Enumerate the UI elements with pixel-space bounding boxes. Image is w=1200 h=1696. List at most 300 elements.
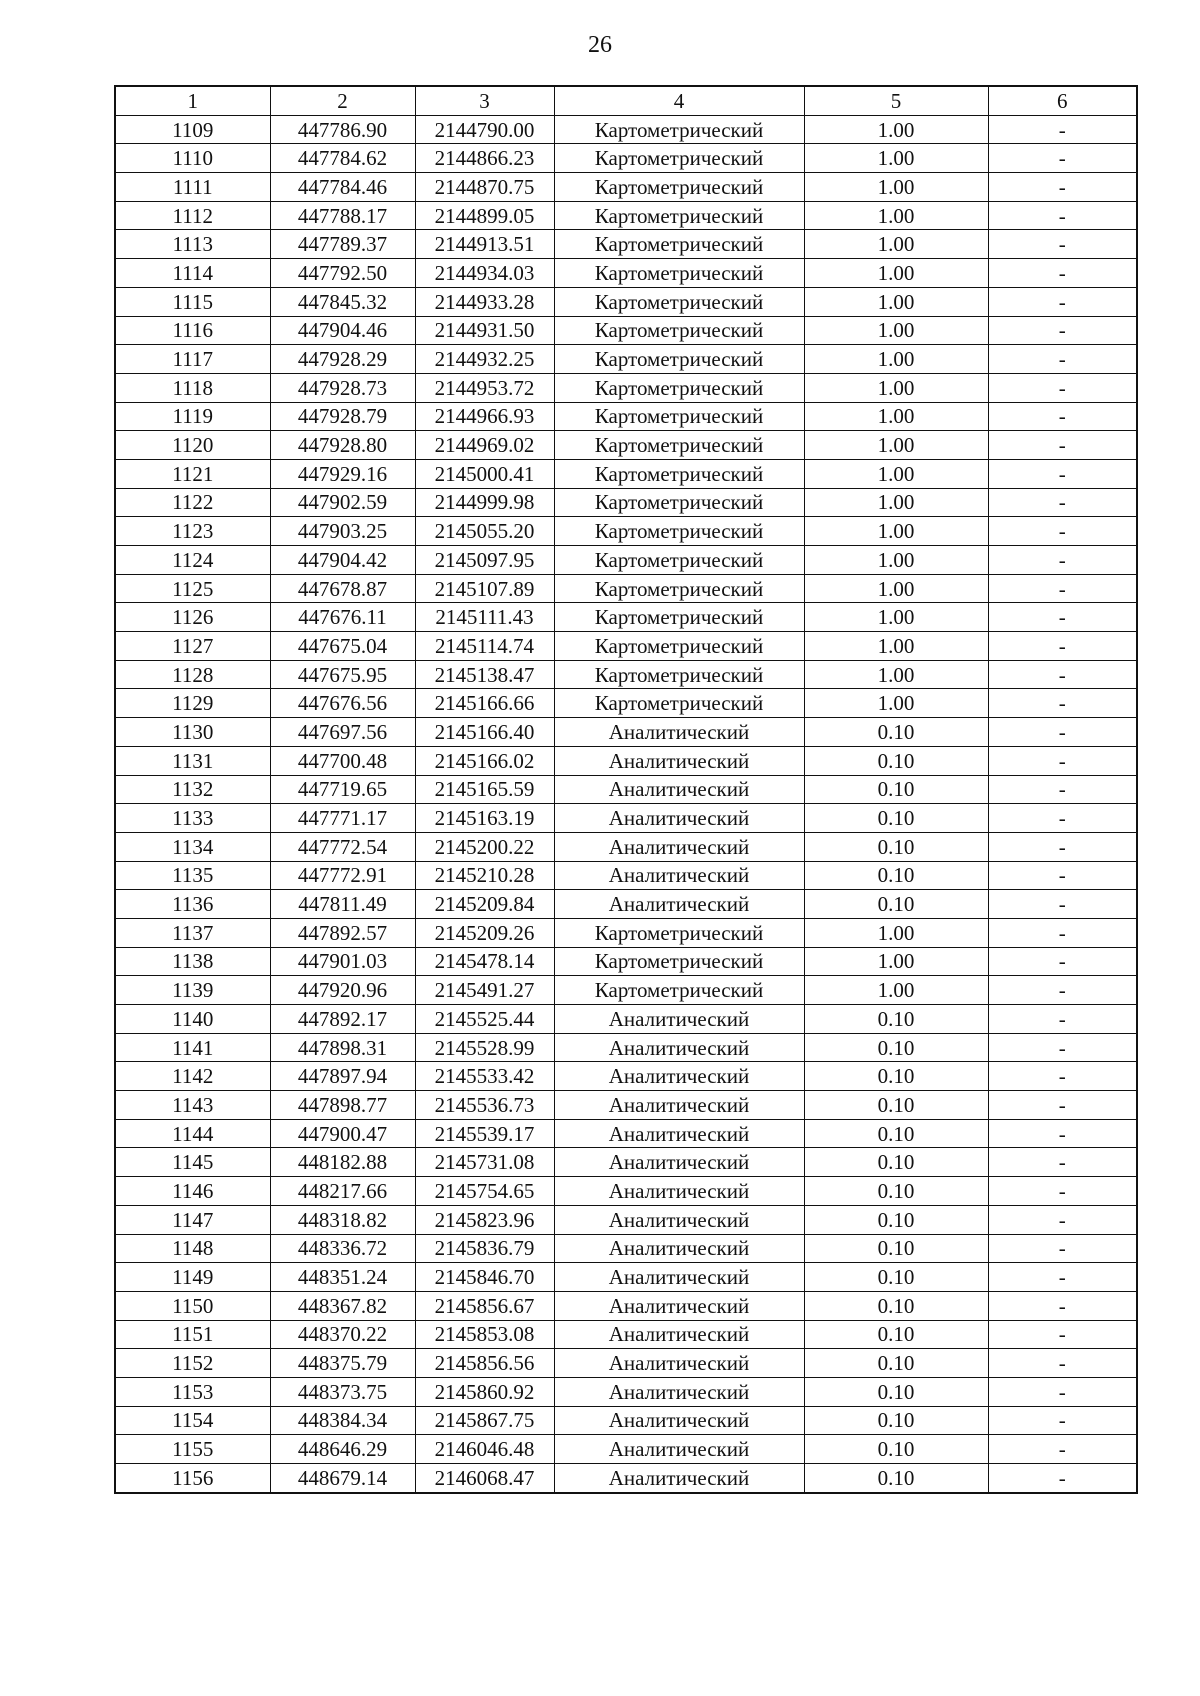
point-number-cell: 1137	[115, 918, 270, 947]
accuracy-cell: 1.00	[804, 689, 988, 718]
y-coordinate-cell: 2146046.48	[415, 1435, 554, 1464]
note-cell: -	[988, 488, 1137, 517]
note-cell: -	[988, 976, 1137, 1005]
method-cell: Аналитический	[554, 1464, 804, 1493]
accuracy-cell: 0.10	[804, 1148, 988, 1177]
accuracy-cell: 1.00	[804, 660, 988, 689]
y-coordinate-cell: 2145525.44	[415, 1005, 554, 1034]
x-coordinate-cell: 448384.34	[270, 1406, 415, 1435]
point-number-cell: 1122	[115, 488, 270, 517]
note-cell: -	[988, 431, 1137, 460]
point-number-cell: 1110	[115, 144, 270, 173]
table-row	[115, 144, 1137, 173]
table-header	[115, 86, 1137, 115]
point-number-cell: 1121	[115, 459, 270, 488]
y-coordinate-cell: 2145533.42	[415, 1062, 554, 1091]
point-number-cell: 1134	[115, 832, 270, 861]
point-number-cell: 1149	[115, 1263, 270, 1292]
y-coordinate-cell: 2145867.75	[415, 1406, 554, 1435]
note-cell: -	[988, 373, 1137, 402]
table-row	[115, 488, 1137, 517]
x-coordinate-cell: 448367.82	[270, 1291, 415, 1320]
method-cell: Аналитический	[554, 746, 804, 775]
column-header: 5	[804, 86, 988, 115]
point-number-cell: 1127	[115, 632, 270, 661]
y-coordinate-cell: 2145836.79	[415, 1234, 554, 1263]
note-cell: -	[988, 632, 1137, 661]
y-coordinate-cell: 2145165.59	[415, 775, 554, 804]
accuracy-cell: 1.00	[804, 431, 988, 460]
point-number-cell: 1109	[115, 115, 270, 144]
point-number-cell: 1133	[115, 804, 270, 833]
y-coordinate-cell: 2145107.89	[415, 574, 554, 603]
method-cell: Аналитический	[554, 890, 804, 919]
point-number-cell: 1120	[115, 431, 270, 460]
column-header: 6	[988, 86, 1137, 115]
point-number-cell: 1126	[115, 603, 270, 632]
x-coordinate-cell: 447771.17	[270, 804, 415, 833]
accuracy-cell: 1.00	[804, 488, 988, 517]
table-row	[115, 345, 1137, 374]
note-cell: -	[988, 1435, 1137, 1464]
x-coordinate-cell: 447900.47	[270, 1119, 415, 1148]
x-coordinate-cell: 447784.62	[270, 144, 415, 173]
method-cell: Картометрический	[554, 660, 804, 689]
y-coordinate-cell: 2145860.92	[415, 1377, 554, 1406]
x-coordinate-cell: 447675.95	[270, 660, 415, 689]
method-cell: Аналитический	[554, 1119, 804, 1148]
table-row	[115, 890, 1137, 919]
point-number-cell: 1130	[115, 718, 270, 747]
x-coordinate-cell: 447676.11	[270, 603, 415, 632]
note-cell: -	[988, 1005, 1137, 1034]
point-number-cell: 1145	[115, 1148, 270, 1177]
x-coordinate-cell: 448336.72	[270, 1234, 415, 1263]
x-coordinate-cell: 447811.49	[270, 890, 415, 919]
coordinates-table	[114, 85, 1138, 1494]
x-coordinate-cell: 447903.25	[270, 517, 415, 546]
method-cell: Аналитический	[554, 1033, 804, 1062]
method-cell: Аналитический	[554, 1091, 804, 1120]
accuracy-cell: 0.10	[804, 890, 988, 919]
accuracy-cell: 1.00	[804, 918, 988, 947]
note-cell: -	[988, 517, 1137, 546]
method-cell: Аналитический	[554, 1234, 804, 1263]
method-cell: Картометрический	[554, 345, 804, 374]
point-number-cell: 1116	[115, 316, 270, 345]
column-header: 3	[415, 86, 554, 115]
table-row	[115, 804, 1137, 833]
table-row	[115, 1291, 1137, 1320]
point-number-cell: 1131	[115, 746, 270, 775]
note-cell: -	[988, 918, 1137, 947]
y-coordinate-cell: 2144953.72	[415, 373, 554, 402]
point-number-cell: 1111	[115, 173, 270, 202]
note-cell: -	[988, 1148, 1137, 1177]
point-number-cell: 1151	[115, 1320, 270, 1349]
accuracy-cell: 0.10	[804, 1177, 988, 1206]
table-body	[115, 115, 1137, 1493]
y-coordinate-cell: 2145166.66	[415, 689, 554, 718]
point-number-cell: 1123	[115, 517, 270, 546]
point-number-cell: 1128	[115, 660, 270, 689]
method-cell: Картометрический	[554, 373, 804, 402]
y-coordinate-cell: 2145853.08	[415, 1320, 554, 1349]
table-row	[115, 1435, 1137, 1464]
table-row	[115, 459, 1137, 488]
point-number-cell: 1141	[115, 1033, 270, 1062]
method-cell: Аналитический	[554, 804, 804, 833]
note-cell: -	[988, 574, 1137, 603]
note-cell: -	[988, 1406, 1137, 1435]
table-row	[115, 287, 1137, 316]
table-row	[115, 1033, 1137, 1062]
y-coordinate-cell: 2145163.19	[415, 804, 554, 833]
note-cell: -	[988, 1291, 1137, 1320]
note-cell: -	[988, 345, 1137, 374]
note-cell: -	[988, 1320, 1137, 1349]
page-number: 26	[588, 32, 612, 58]
table-row	[115, 115, 1137, 144]
accuracy-cell: 0.10	[804, 1263, 988, 1292]
point-number-cell: 1147	[115, 1205, 270, 1234]
y-coordinate-cell: 2145210.28	[415, 861, 554, 890]
accuracy-cell: 0.10	[804, 1349, 988, 1378]
table-row	[115, 718, 1137, 747]
method-cell: Картометрический	[554, 947, 804, 976]
point-number-cell: 1143	[115, 1091, 270, 1120]
y-coordinate-cell: 2144866.23	[415, 144, 554, 173]
accuracy-cell: 1.00	[804, 947, 988, 976]
method-cell: Аналитический	[554, 1291, 804, 1320]
accuracy-cell: 0.10	[804, 1377, 988, 1406]
method-cell: Аналитический	[554, 1377, 804, 1406]
table-row	[115, 947, 1137, 976]
x-coordinate-cell: 447772.91	[270, 861, 415, 890]
table-row	[115, 546, 1137, 575]
accuracy-cell: 0.10	[804, 1234, 988, 1263]
y-coordinate-cell: 2145528.99	[415, 1033, 554, 1062]
accuracy-cell: 1.00	[804, 517, 988, 546]
method-cell: Аналитический	[554, 1320, 804, 1349]
x-coordinate-cell: 447772.54	[270, 832, 415, 861]
method-cell: Аналитический	[554, 1205, 804, 1234]
note-cell: -	[988, 546, 1137, 575]
x-coordinate-cell: 447788.17	[270, 201, 415, 230]
table-row	[115, 1119, 1137, 1148]
accuracy-cell: 0.10	[804, 1291, 988, 1320]
accuracy-cell: 0.10	[804, 861, 988, 890]
accuracy-cell: 0.10	[804, 1435, 988, 1464]
y-coordinate-cell: 2144934.03	[415, 259, 554, 288]
y-coordinate-cell: 2145846.70	[415, 1263, 554, 1292]
accuracy-cell: 0.10	[804, 1119, 988, 1148]
note-cell: -	[988, 861, 1137, 890]
table-row	[115, 1377, 1137, 1406]
accuracy-cell: 1.00	[804, 373, 988, 402]
table-row	[115, 259, 1137, 288]
point-number-cell: 1139	[115, 976, 270, 1005]
method-cell: Картометрический	[554, 546, 804, 575]
table-row	[115, 230, 1137, 259]
table-row	[115, 976, 1137, 1005]
y-coordinate-cell: 2144931.50	[415, 316, 554, 345]
method-cell: Картометрический	[554, 431, 804, 460]
accuracy-cell: 0.10	[804, 775, 988, 804]
table-row	[115, 1464, 1137, 1493]
point-number-cell: 1155	[115, 1435, 270, 1464]
x-coordinate-cell: 447901.03	[270, 947, 415, 976]
accuracy-cell: 0.10	[804, 746, 988, 775]
method-cell: Картометрический	[554, 632, 804, 661]
x-coordinate-cell: 447920.96	[270, 976, 415, 1005]
x-coordinate-cell: 447784.46	[270, 173, 415, 202]
x-coordinate-cell: 448318.82	[270, 1205, 415, 1234]
x-coordinate-cell: 447904.46	[270, 316, 415, 345]
accuracy-cell: 1.00	[804, 546, 988, 575]
table-row	[115, 775, 1137, 804]
x-coordinate-cell: 448182.88	[270, 1148, 415, 1177]
point-number-cell: 1132	[115, 775, 270, 804]
method-cell: Аналитический	[554, 1062, 804, 1091]
method-cell: Картометрический	[554, 259, 804, 288]
note-cell: -	[988, 287, 1137, 316]
method-cell: Аналитический	[554, 1435, 804, 1464]
table-row	[115, 603, 1137, 632]
method-cell: Картометрический	[554, 230, 804, 259]
y-coordinate-cell: 2145539.17	[415, 1119, 554, 1148]
y-coordinate-cell: 2144932.25	[415, 345, 554, 374]
table-row	[115, 1263, 1137, 1292]
y-coordinate-cell: 2145111.43	[415, 603, 554, 632]
method-cell: Картометрический	[554, 173, 804, 202]
method-cell: Картометрический	[554, 574, 804, 603]
x-coordinate-cell: 447676.56	[270, 689, 415, 718]
method-cell: Аналитический	[554, 1148, 804, 1177]
x-coordinate-cell: 447892.57	[270, 918, 415, 947]
x-coordinate-cell: 447929.16	[270, 459, 415, 488]
y-coordinate-cell: 2145166.40	[415, 718, 554, 747]
method-cell: Аналитический	[554, 1349, 804, 1378]
x-coordinate-cell: 448375.79	[270, 1349, 415, 1378]
point-number-cell: 1115	[115, 287, 270, 316]
accuracy-cell: 1.00	[804, 259, 988, 288]
point-number-cell: 1117	[115, 345, 270, 374]
x-coordinate-cell: 447678.87	[270, 574, 415, 603]
point-number-cell: 1114	[115, 259, 270, 288]
accuracy-cell: 0.10	[804, 1320, 988, 1349]
accuracy-cell: 1.00	[804, 976, 988, 1005]
table-row	[115, 431, 1137, 460]
note-cell: -	[988, 1119, 1137, 1148]
note-cell: -	[988, 1177, 1137, 1206]
y-coordinate-cell: 2144790.00	[415, 115, 554, 144]
y-coordinate-cell: 2145731.08	[415, 1148, 554, 1177]
point-number-cell: 1124	[115, 546, 270, 575]
column-header: 1	[115, 86, 270, 115]
table-row	[115, 373, 1137, 402]
y-coordinate-cell: 2145209.26	[415, 918, 554, 947]
note-cell: -	[988, 603, 1137, 632]
y-coordinate-cell: 2145200.22	[415, 832, 554, 861]
point-number-cell: 1129	[115, 689, 270, 718]
table-row	[115, 689, 1137, 718]
method-cell: Картометрический	[554, 488, 804, 517]
note-cell: -	[988, 115, 1137, 144]
accuracy-cell: 1.00	[804, 574, 988, 603]
point-number-cell: 1144	[115, 1119, 270, 1148]
accuracy-cell: 0.10	[804, 718, 988, 747]
table-row	[115, 1205, 1137, 1234]
point-number-cell: 1148	[115, 1234, 270, 1263]
method-cell: Аналитический	[554, 832, 804, 861]
x-coordinate-cell: 447897.94	[270, 1062, 415, 1091]
y-coordinate-cell: 2146068.47	[415, 1464, 554, 1493]
point-number-cell: 1154	[115, 1406, 270, 1435]
y-coordinate-cell: 2144969.02	[415, 431, 554, 460]
point-number-cell: 1146	[115, 1177, 270, 1206]
point-number-cell: 1125	[115, 574, 270, 603]
note-cell: -	[988, 459, 1137, 488]
method-cell: Картометрический	[554, 144, 804, 173]
column-header: 2	[270, 86, 415, 115]
x-coordinate-cell: 447928.73	[270, 373, 415, 402]
note-cell: -	[988, 890, 1137, 919]
y-coordinate-cell: 2145166.02	[415, 746, 554, 775]
point-number-cell: 1140	[115, 1005, 270, 1034]
x-coordinate-cell: 447928.29	[270, 345, 415, 374]
x-coordinate-cell: 447845.32	[270, 287, 415, 316]
y-coordinate-cell: 2145114.74	[415, 632, 554, 661]
x-coordinate-cell: 448217.66	[270, 1177, 415, 1206]
note-cell: -	[988, 832, 1137, 861]
point-number-cell: 1119	[115, 402, 270, 431]
method-cell: Аналитический	[554, 1263, 804, 1292]
table-row	[115, 1005, 1137, 1034]
accuracy-cell: 1.00	[804, 603, 988, 632]
point-number-cell: 1112	[115, 201, 270, 230]
point-number-cell: 1135	[115, 861, 270, 890]
point-number-cell: 1118	[115, 373, 270, 402]
table-row	[115, 832, 1137, 861]
point-number-cell: 1153	[115, 1377, 270, 1406]
accuracy-cell: 1.00	[804, 402, 988, 431]
table-row	[115, 1234, 1137, 1263]
x-coordinate-cell: 447792.50	[270, 259, 415, 288]
table-row	[115, 632, 1137, 661]
accuracy-cell: 0.10	[804, 1005, 988, 1034]
accuracy-cell: 0.10	[804, 1464, 988, 1493]
x-coordinate-cell: 447928.79	[270, 402, 415, 431]
table-row	[115, 1062, 1137, 1091]
table-row	[115, 1148, 1137, 1177]
y-coordinate-cell: 2145856.56	[415, 1349, 554, 1378]
point-number-cell: 1136	[115, 890, 270, 919]
table-row	[115, 660, 1137, 689]
y-coordinate-cell: 2144999.98	[415, 488, 554, 517]
note-cell: -	[988, 144, 1137, 173]
note-cell: -	[988, 718, 1137, 747]
method-cell: Картометрический	[554, 689, 804, 718]
x-coordinate-cell: 447898.77	[270, 1091, 415, 1120]
note-cell: -	[988, 775, 1137, 804]
note-cell: -	[988, 230, 1137, 259]
accuracy-cell: 0.10	[804, 1062, 988, 1091]
method-cell: Картометрический	[554, 316, 804, 345]
y-coordinate-cell: 2144966.93	[415, 402, 554, 431]
note-cell: -	[988, 402, 1137, 431]
column-header: 4	[554, 86, 804, 115]
accuracy-cell: 0.10	[804, 1406, 988, 1435]
note-cell: -	[988, 689, 1137, 718]
x-coordinate-cell: 448370.22	[270, 1320, 415, 1349]
table-row	[115, 918, 1137, 947]
x-coordinate-cell: 447697.56	[270, 718, 415, 747]
x-coordinate-cell: 447904.42	[270, 546, 415, 575]
y-coordinate-cell: 2145097.95	[415, 546, 554, 575]
note-cell: -	[988, 746, 1137, 775]
y-coordinate-cell: 2145478.14	[415, 947, 554, 976]
x-coordinate-cell: 447789.37	[270, 230, 415, 259]
y-coordinate-cell: 2145491.27	[415, 976, 554, 1005]
method-cell: Аналитический	[554, 718, 804, 747]
accuracy-cell: 1.00	[804, 173, 988, 202]
table-row	[115, 201, 1137, 230]
accuracy-cell: 1.00	[804, 459, 988, 488]
accuracy-cell: 1.00	[804, 144, 988, 173]
accuracy-cell: 0.10	[804, 1033, 988, 1062]
note-cell: -	[988, 1349, 1137, 1378]
method-cell: Картометрический	[554, 918, 804, 947]
accuracy-cell: 0.10	[804, 804, 988, 833]
table-row	[115, 861, 1137, 890]
note-cell: -	[988, 1263, 1137, 1292]
point-number-cell: 1138	[115, 947, 270, 976]
point-number-cell: 1150	[115, 1291, 270, 1320]
table-row	[115, 1349, 1137, 1378]
y-coordinate-cell: 2144899.05	[415, 201, 554, 230]
accuracy-cell: 1.00	[804, 115, 988, 144]
method-cell: Аналитический	[554, 861, 804, 890]
accuracy-cell: 1.00	[804, 632, 988, 661]
method-cell: Картометрический	[554, 603, 804, 632]
x-coordinate-cell: 447898.31	[270, 1033, 415, 1062]
accuracy-cell: 0.10	[804, 832, 988, 861]
accuracy-cell: 1.00	[804, 201, 988, 230]
method-cell: Картометрический	[554, 976, 804, 1005]
y-coordinate-cell: 2145536.73	[415, 1091, 554, 1120]
note-cell: -	[988, 201, 1137, 230]
table-row	[115, 316, 1137, 345]
table-row	[115, 1320, 1137, 1349]
note-cell: -	[988, 804, 1137, 833]
accuracy-cell: 0.10	[804, 1205, 988, 1234]
note-cell: -	[988, 947, 1137, 976]
y-coordinate-cell: 2145856.67	[415, 1291, 554, 1320]
note-cell: -	[988, 1091, 1137, 1120]
y-coordinate-cell: 2145138.47	[415, 660, 554, 689]
x-coordinate-cell: 447928.80	[270, 431, 415, 460]
x-coordinate-cell: 447719.65	[270, 775, 415, 804]
note-cell: -	[988, 1234, 1137, 1263]
y-coordinate-cell: 2144913.51	[415, 230, 554, 259]
x-coordinate-cell: 448679.14	[270, 1464, 415, 1493]
note-cell: -	[988, 1062, 1137, 1091]
x-coordinate-cell: 447675.04	[270, 632, 415, 661]
accuracy-cell: 0.10	[804, 1091, 988, 1120]
accuracy-cell: 1.00	[804, 230, 988, 259]
accuracy-cell: 1.00	[804, 345, 988, 374]
